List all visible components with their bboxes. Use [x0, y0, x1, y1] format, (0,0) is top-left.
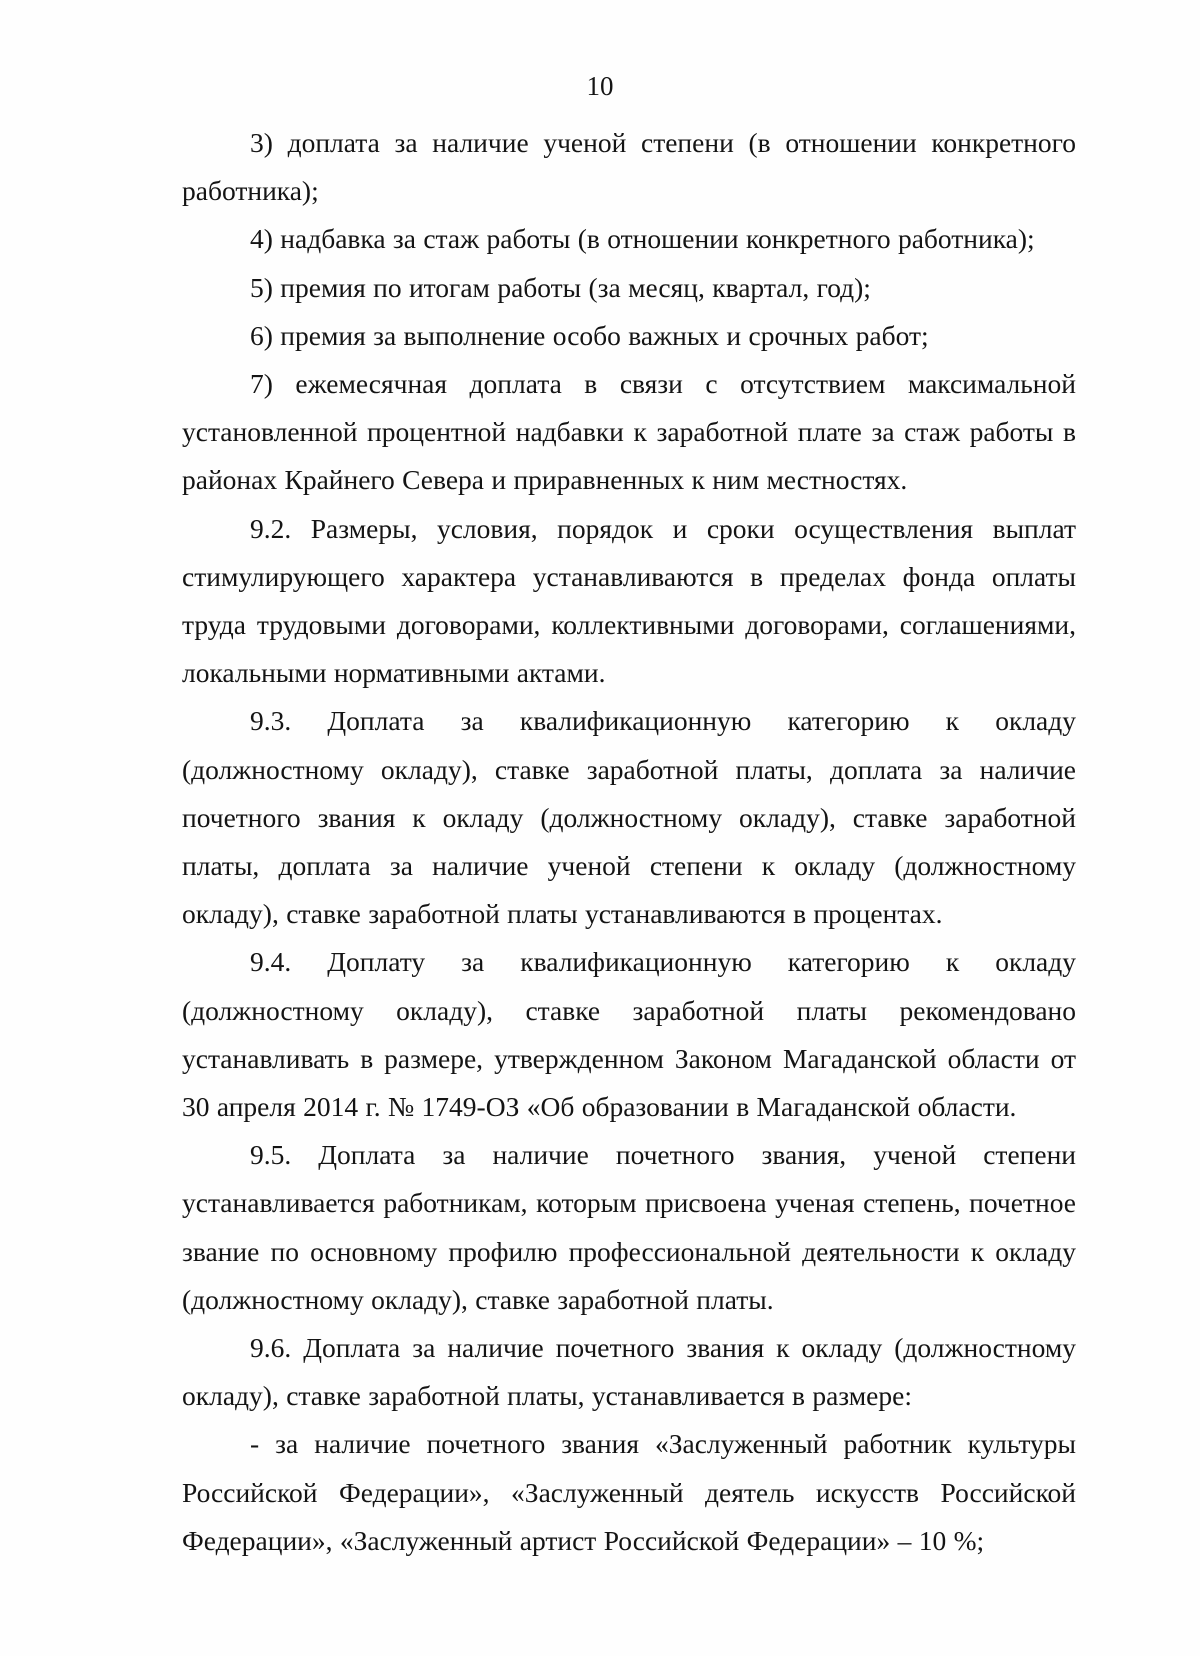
- clause-9-5: 9.5. Доплата за наличие почетного звания, ученой степени устанавливается работникам, которым присвоена ученая степень, почетное звание по основному профилю профессиональной деятельности к окладу (должностному окладу), ставке заработной платы.: [182, 1139, 1076, 1315]
- clause-9-2: 9.2. Размеры, условия, порядок и сроки осуществления выплат стимулирующего характера устанавливаются в пределах фонда оплаты труда трудовыми договорами, коллективными договорами, соглашениями, локальными нормативными актами.: [182, 512, 1076, 689]
- list-item-4: 4) надбавка за стаж работы (в отношении конкретного работника);: [250, 223, 1035, 255]
- clause-9-4: 9.4. Доплату за квалификационную категорию к окладу (должностному окладу), ставке заработной платы рекомендовано устанавливать в размере, утвержденном Законом Магаданской области от 30 апреля 2014 г. № 1749-ОЗ «Об образовании в Магаданской области.: [182, 946, 1076, 1123]
- page-number: 10: [586, 71, 614, 101]
- honorary-title-item: - за наличие почетного звания «Заслуженный работник культуры Российской Федерации», «Заслуженный деятель искусств Российской Федерации», «Заслуженный артист Российской Федерации» – 10 %;: [182, 1428, 1076, 1556]
- list-item-6: 6) премия за выполнение особо важных и срочных работ;: [250, 319, 929, 351]
- list-item-3: 3) доплата за наличие ученой степени (в отношении конкретного работника);: [182, 127, 1076, 207]
- clause-9-6: 9.6. Доплата за наличие почетного звания к окладу (должностному окладу), ставке заработной платы, устанавливается в размере:: [182, 1332, 1076, 1412]
- document-body: [182, 119, 1076, 1565]
- list-item-7: 7) ежемесячная доплата в связи с отсутствием максимальной установленной процентной надбавки к заработной плате за стаж работы в районах Крайнего Севера и приравненных к ним местностях.: [182, 368, 1076, 496]
- list-item-5: 5) премия по итогам работы (за месяц, квартал, год);: [250, 271, 871, 303]
- clause-9-3: 9.3. Доплата за квалификационную категорию к окладу (должностному окладу), ставке заработной платы, доплата за наличие почетного звания к окладу (должностному окладу), ставке заработной платы, доплата за наличие ученой степени к окладу (должностному окладу), ставке заработной платы устанавливаются в процентах.: [182, 705, 1076, 930]
